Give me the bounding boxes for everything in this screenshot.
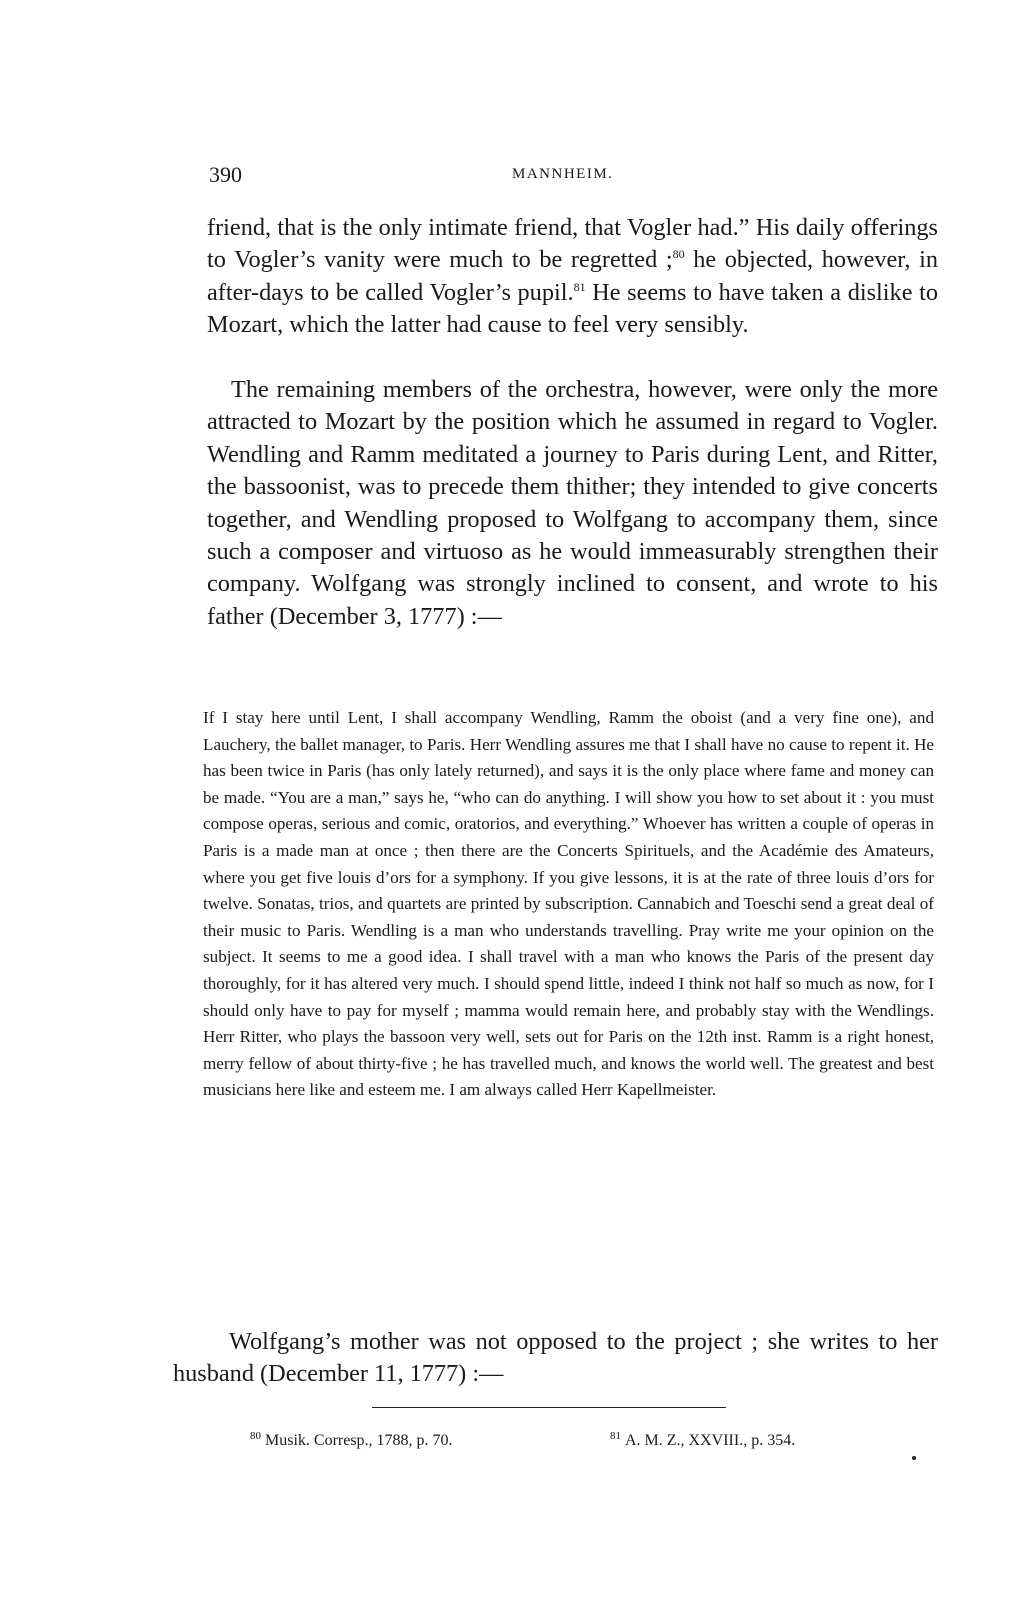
- paragraph-1-part-a: friend, that is the only intimate friend, that Vogler had.” His daily offerings to Vogler’s vanity were much to be regretted ;: [207, 214, 938, 274]
- paragraph-1-part-b: he objected, however, in after-days to be called Vogler’s pupil.: [207, 246, 938, 306]
- page-number: 390: [209, 162, 242, 187]
- paragraph-1: [207, 212, 938, 342]
- footnote-81: [610, 1432, 795, 1450]
- footnote-rule: [372, 1407, 726, 1408]
- paragraph-2: The remaining members of the orchestra, however, were only the more attracted to Mozart by the position which he assumed in regard to Vogler. Wendling and Ramm meditated a journey to Paris during Lent, and Ritter, the bassoonist, was to precede them thither; they intended to give concerts together, and Wendling proposed to Wolfgang to accompany them, since such a composer and virtuoso as he would immeasurably strengthen their company. Wolfgang was strongly inclined to consent, and wrote to his father (December 3, 1777) :—: [207, 376, 938, 630]
- footnote-text: Musik. Corresp., 1788, p. 70.: [265, 1432, 453, 1449]
- paragraph-3: Wolfgang’s mother was not opposed to the project ; she writes to her husband (December 11, 1777) :—: [173, 1328, 938, 1388]
- footnote-ref-81[interactable]: 81: [573, 279, 586, 294]
- paragraph-1-part-c: He seems to have taken a dislike to Mozart, which the latter had cause to feel very sensibly.: [207, 278, 939, 339]
- footnote-text: A. M. Z., XXVIII., p. 354.: [625, 1432, 796, 1449]
- footnote-ref-80[interactable]: 80: [672, 247, 685, 262]
- running-title: MANNHEIM.: [512, 166, 614, 182]
- printer-dot: [912, 1456, 916, 1460]
- footnote-mark: 81: [610, 1430, 621, 1442]
- footnote-80: [250, 1432, 453, 1450]
- letter-quote: If I stay here until Lent, I shall accompany Wendling, Ramm the oboist (and a very fine one), and Lauchery, the ballet manager, to Paris. Herr Wendling assures me that I shall have no cause to repent it. He has been twice in Paris (has only lately returned), and says it is the only place where fame and money can be made. “You are a man,” says he, “who can do anything. I will show you how to set about it : you must compose operas, serious and comic, oratorios, and everything.” Whoever has written a couple of operas in Paris is a made man at once ; then there are the Concerts Spirituels, and the Académie des Amateurs, where you get five louis d’ors for a symphony. If you give lessons, it is at the rate of three louis d’ors for twelve. Sonatas, trios, and quartets are printed by subscription. Cannabich and Toeschi send a great deal of their music to Paris. Wendling is a man who understands travelling. Pray write me your opinion on the subject. It seems to me a good idea. I shall travel with a man who knows the Paris of the present day thoroughly, for it has altered very much. I should spend little, indeed I think not half so much as now, for I should only have to pay for myself ; mamma would remain here, and probably stay with the Wendlings. Herr Ritter, who plays the bassoon very well, sets out for Paris on the 12th inst. Ramm is a right honest, merry fellow of about thirty-five ; he has travelled much, and knows the world well. The greatest and best musicians here like and esteem me. I am always called Herr Kapellmeister.: [203, 708, 934, 1100]
- footnote-mark: 80: [250, 1430, 261, 1442]
